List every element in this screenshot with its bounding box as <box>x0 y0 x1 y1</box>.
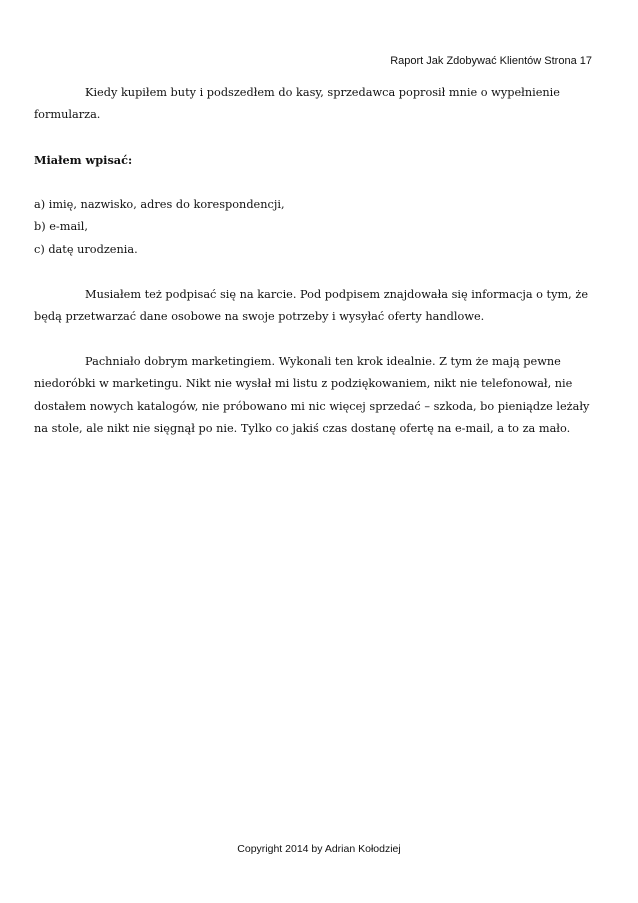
list-item: a) imię, nazwisko, adres do korespondencji, <box>34 198 285 211</box>
section-heading: Miałem wpisać: <box>34 153 133 168</box>
paragraph-marketing: Pachniało dobrym marketingiem. Wykonali ten krok idealnie. Z tym że mają pewne niedoróbki w marketingu. Nikt nie wysłał mi listu z podziękowaniem, nikt nie telefonował, nie dostałem nowych katalogów, nie próbowano mi nic więcej sprzedać – szkoda, bo pieniądze leżały na stole, ale nikt nie sięgnął po nie. Tylko co jakiś czas dostanę ofertę na e-mail, a to za mało. <box>34 354 590 436</box>
page-header: Raport Jak Zdobywać Klientów Strona 17 <box>390 55 592 67</box>
spacer <box>34 328 606 350</box>
paragraph-purchase: Kiedy kupiłem buty i podszedłem do kasy, sprzedawca poprosił mnie o wypełnienie formularza. <box>34 86 560 122</box>
page-footer: Copyright 2014 by Adrian Kołodziej <box>237 843 401 855</box>
form-fields-list <box>34 194 606 261</box>
list-item: c) datę urodzenia. <box>34 242 138 256</box>
paragraph-signature: Musiałem też podpisać się na karcie. Pod podpisem znajdowała się informacja o tym, że będą przetwarzać dane osobowe na swoje potrzeby i wysyłać oferty handlowe. <box>34 287 589 324</box>
spacer <box>34 127 606 149</box>
spacer <box>34 261 606 283</box>
document-body <box>34 82 606 440</box>
spacer <box>34 172 606 194</box>
list-item: b) e-mail, <box>34 220 88 234</box>
